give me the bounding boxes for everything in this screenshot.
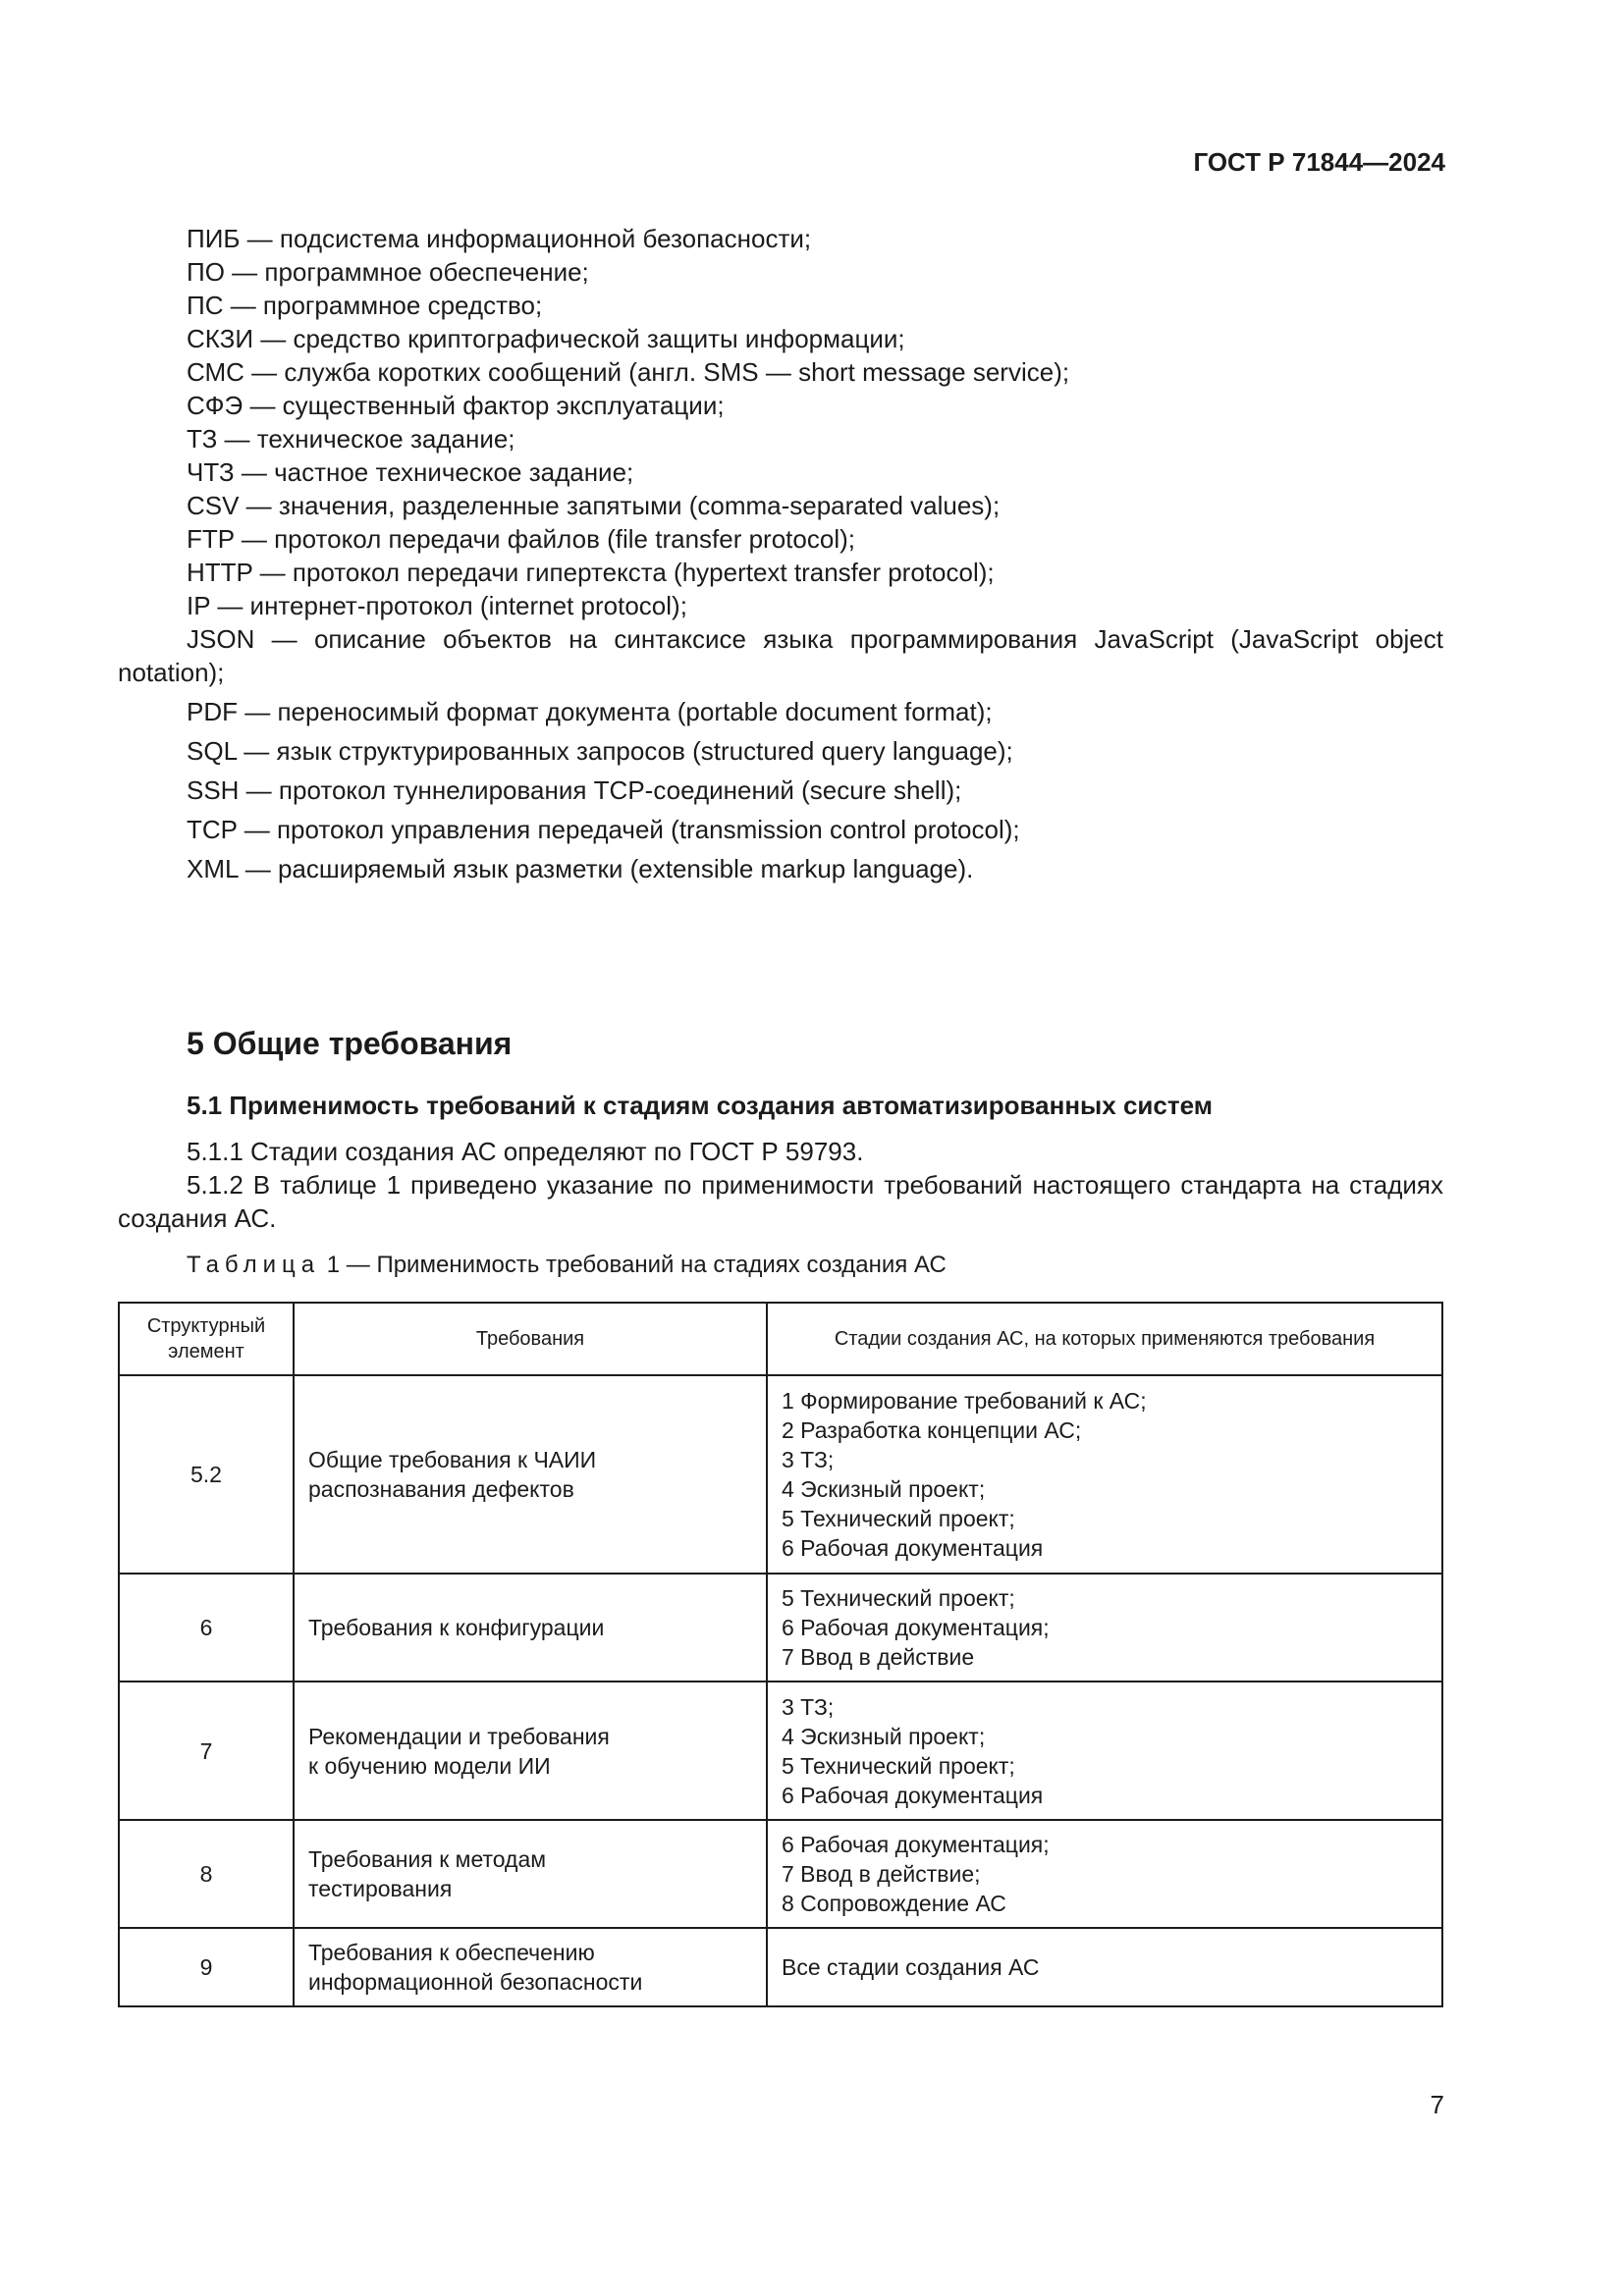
cell-stages [767, 1682, 1442, 1820]
abbreviation-item: СФЭ — существенный фактор эксплуатации; [187, 391, 725, 420]
stage-line: 5 Технический проект; [782, 1585, 1015, 1611]
cell-element: 6 [119, 1574, 294, 1682]
cell-requirement [294, 1682, 767, 1820]
table-row [119, 1574, 1442, 1682]
abbreviation-item: ПИБ — подсистема информационной безопасности; [187, 224, 812, 253]
stage-line: 6 Рабочая документация; [782, 1615, 1050, 1640]
stage-line: 4 Эскизный проект; [782, 1723, 986, 1749]
stage-line: 6 Рабочая документация [782, 1782, 1044, 1808]
stage-line: 2 Разработка концепции АС; [782, 1417, 1082, 1443]
abbreviation-item: ТЗ — техническое задание; [187, 424, 515, 454]
stage-line: 8 Сопровождение АС [782, 1891, 1006, 1916]
stage-line: 4 Эскизный проект; [782, 1476, 986, 1502]
requirement-line: Требования к конфигурации [308, 1615, 605, 1640]
abbreviation-item: ЧТЗ — частное техническое задание; [187, 457, 634, 487]
cell-requirement [294, 1375, 767, 1574]
requirement-line: Рекомендации и требования [308, 1723, 610, 1749]
cell-element: 7 [119, 1682, 294, 1820]
requirement-line: распознавания дефектов [308, 1476, 574, 1502]
stage-line: 5 Технический проект; [782, 1752, 1015, 1779]
requirement-line: информационной безопасности [308, 1969, 643, 1995]
abbreviation-item: СМС — служба коротких сообщений (англ. SMS — short message service); [187, 357, 1070, 387]
table-row [119, 1375, 1442, 1574]
table-caption-word: Таблица [187, 1252, 321, 1278]
stage-line: 5 Технический проект; [782, 1506, 1015, 1531]
stage-line: 7 Ввод в действие; [782, 1861, 981, 1887]
section-title: 5 Общие требования [187, 1026, 513, 1061]
stage-line: Все стадии создания АС [782, 1954, 1040, 1980]
requirement-line: к обучению модели ИИ [308, 1752, 551, 1779]
abbreviation-item: SSH — протокол туннелирования TCP-соединений (secure shell); [187, 775, 962, 805]
abbreviation-item: HTTP — протокол передачи гипертекста (hypertext transfer protocol); [187, 558, 995, 587]
stage-line: 3 ТЗ; [782, 1447, 835, 1472]
cell-element: 8 [119, 1820, 294, 1928]
abbreviation-item: ПО — программное обеспечение; [187, 257, 589, 287]
abbreviation-item: СКЗИ — средство криптографической защиты информации; [187, 324, 905, 353]
abbreviation-item: TCP — протокол управления передачей (transmission control protocol); [187, 815, 1020, 844]
abbreviation-item: FTP — протокол передачи файлов (file transfer protocol); [187, 524, 855, 554]
abbreviation-item: XML — расширяемый язык разметки (extensible markup language). [187, 854, 974, 883]
header-requirements: Требования [294, 1303, 767, 1375]
abbreviation-item: CSV — значения, разделенные запятыми (comma-separated values); [187, 491, 1001, 520]
cell-stages [767, 1820, 1442, 1928]
document-id: ГОСТ Р 71844—2024 [1193, 147, 1445, 177]
abbreviation-item: PDF — переносимый формат документа (portable document format); [187, 697, 993, 726]
paragraph-5-1-1: 5.1.1 Стадии создания АС определяют по ГОСТ Р 59793. [187, 1137, 864, 1166]
requirement-line: Требования к методам [308, 1846, 547, 1872]
cell-element: 9 [119, 1928, 294, 2006]
table-row [119, 1928, 1442, 2006]
applicability-table [118, 1302, 1443, 2007]
cell-requirement [294, 1820, 767, 1928]
stage-line: 7 Ввод в действие [782, 1644, 975, 1670]
stage-line: 3 ТЗ; [782, 1693, 835, 1720]
abbreviation-item-json-rest: notation); [118, 658, 225, 687]
page-number: 7 [1430, 2090, 1444, 2119]
requirement-line: Требования к обеспечению [308, 1940, 595, 1965]
cell-element: 5.2 [119, 1375, 294, 1574]
stage-line: 6 Рабочая документация [782, 1535, 1044, 1561]
cell-stages [767, 1375, 1442, 1574]
stage-line: 6 Рабочая документация; [782, 1832, 1050, 1857]
cell-requirement [294, 1574, 767, 1682]
table-row [119, 1820, 1442, 1928]
paragraph-5-1-2: 5.1.2 В таблице 1 приведено указание по применимости требований настоящего стандарта на стадиях создания АС. [118, 1170, 1443, 1233]
header-structural-element: Структурный элемент [119, 1303, 294, 1375]
table-caption [187, 1252, 947, 1279]
cell-stages [767, 1928, 1442, 2006]
stage-line: 1 Формирование требований к АС; [782, 1388, 1147, 1414]
table-row [119, 1682, 1442, 1820]
table-header-row [119, 1303, 1442, 1375]
abbreviation-item: SQL — язык структурированных запросов (structured query language); [187, 736, 1013, 766]
abbreviation-item-json-first: JSON — описание объектов на синтаксисе языка программирования JavaScript (JavaScript object [187, 624, 1443, 654]
abbreviation-item: IP — интернет-протокол (internet protocol); [187, 591, 687, 620]
cell-stages [767, 1574, 1442, 1682]
abbreviation-list [118, 222, 1443, 885]
requirement-line: Общие требования к ЧАИИ [308, 1447, 597, 1472]
cell-requirement [294, 1928, 767, 2006]
abbreviation-item: ПС — программное средство; [187, 291, 543, 320]
table-caption-text: 1 — Применимость требований на стадиях создания АС [320, 1252, 947, 1278]
header-stages: Стадии создания АС, на которых применяются требования [767, 1303, 1442, 1375]
requirement-line: тестирования [308, 1876, 453, 1901]
subsection-title: 5.1 Применимость требований к стадиям создания автоматизированных систем [187, 1091, 1213, 1120]
